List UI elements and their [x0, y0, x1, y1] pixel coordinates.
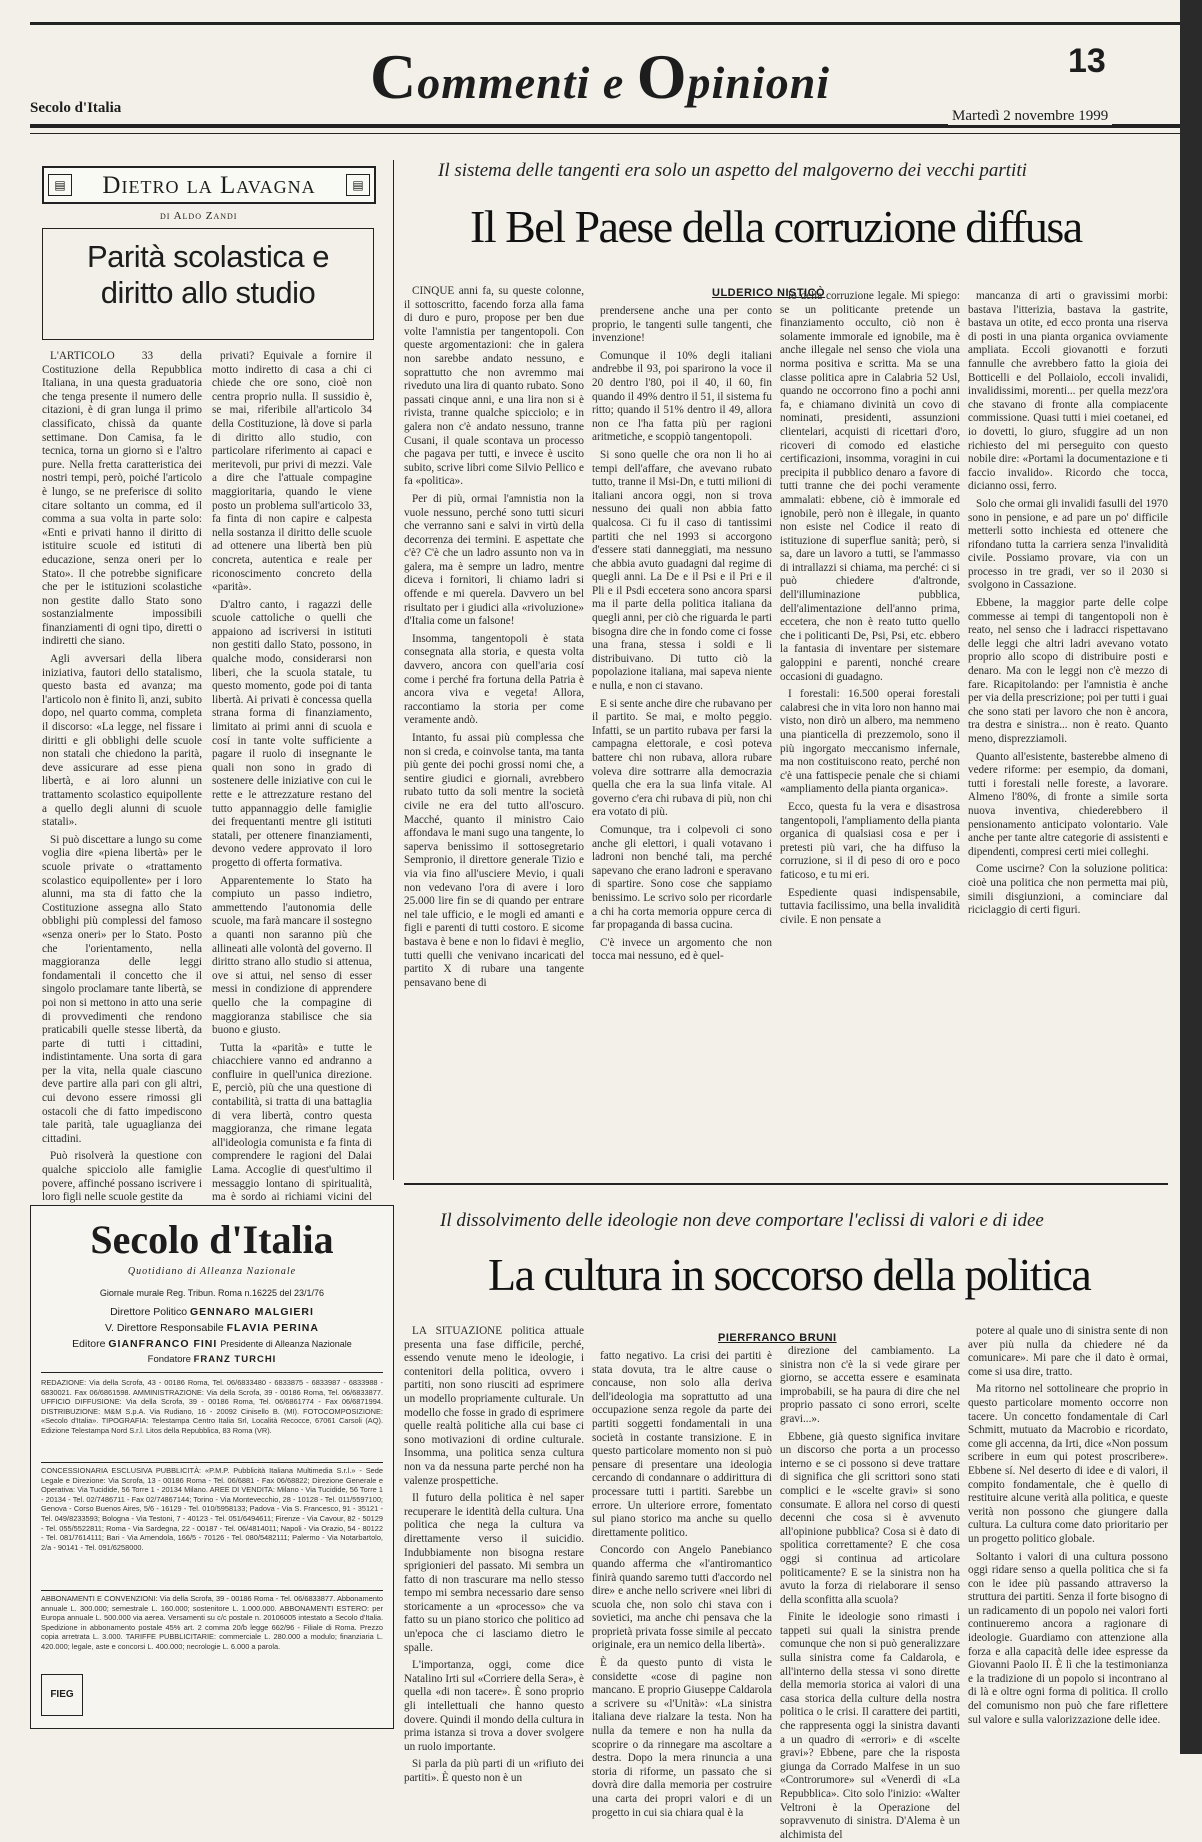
section-rest-2: pinioni	[687, 57, 831, 108]
masthead-subscriptions: ABBONAMENTI E CONVENZIONI: Via della Scrofa, 39 - 00186 Roma - Tel. 06/6833877. Abbonamento annuale L. 300.000; semestrale L. 160.000; sostenitore L. 1.000.000. ABBONAMENTI ESTERO: per Europa annuale L. 500.000 via aerea. Versamenti su c/c postale n. 20106005 intestato a Secolo d'Italia. Spedizione in abbonamento postale 45% art. 2 comma 20/b legge 662/96 - Filiale di Roma. Prezzo copia arretrata L. 3.000. TARIFFE PUBBLICITARIE: commerciale L. 280.000 a modulo; finanziaria L. 420.000; legale, aste e concorsi L. 400.000; necrologie L. 6.000 a parola.	[41, 1594, 383, 1651]
paragraph: L'ARTICOLO 33 della Costituzione della Repubblica Italiana, in una questa graduatoria che tenga presente il numero delle citazioni, è di gran lunga il primo classificato, chissà da quante settimane. Don Camisa, fa le tecnica, torna un giorno sì e l'altro pure. Nella fretta caratteristica dei nostri tempi, però, poiché l'articolo è lungo, se ne preferisce di solito citare soltanto un comma, ed il comma a sua volta in parte solo: «Enti e privati hanno il diritto di istituire scuole ed istituti di educazione, senza oneri per lo Stato». Il che potrebbe significare che per le istituzioni scolastiche non gestite dallo Stato sono sostanzialmente impossibili finanziamenti di ogni tipo, diretti o indiretti che siano.	[42, 350, 202, 648]
paragraph: È da questo punto di vista le considette «cose di pagine non mancano. E proprio Giuseppe Caldarola a scrivere su «l'Unità»: «La sinistra italiana deve rialzare la testa. Non ha nulla da temere e non ha nulla da scoprire o da rinnegare ma ascoltare a destra. Dopo la mera rinuncia a una storia di riforme, un passato che si dovrà dire dalla memoria per costruire una carta dei propri valori e di un progetto in cui sia chiara qual è la	[592, 1657, 772, 1819]
blackboard-icon: ▤	[48, 174, 72, 196]
paragraph: Si può discettare a lungo su come voglia dire «piena libertà» per le scuole private o «trattamento scolastico equipollente» per i loro alunni, ma sta di fatto che la Costituzione assegna allo Stato obblighi più complessi del famoso «senza oneri» per lo Stato. Posto che l'orientamento, nella maggioranza delle leggi fondamentali il concetto che il singolo proclamare tante libertà, se poi non si mettono in atto una serie di provvedimenti che rendono praticabili quelle stesse libertà, da parte di tutti i cittadini, indistintamente. Una sorta di gara per la vita, nella quale ciascuno deve partire alla pari con gli altri, cui devono essere rimossi gli ostacoli che di fatto impediscono tale parità, tale uguaglianza dei cittadini.	[42, 833, 202, 1145]
paragraph: Si parla da più parti di un «rifiuto dei partiti». È questo non è un	[404, 1758, 584, 1784]
founder-label: Fondatore	[147, 1354, 191, 1365]
rubric-headline: Parità scolastica e diritto allo studio	[86, 239, 330, 310]
masthead-editor	[31, 1338, 393, 1350]
masthead-director	[31, 1306, 393, 1318]
section-title	[370, 40, 830, 114]
paragraph: Comunque il 10% degli italiani andrebbe il 93, poi sparirono la voce il 20 dentro l'80, poi il 40, il 60, fin quando il 49% dentro il 51, il sistema fu ritto; quando il 51% dentro il 49, allora non ce l'ha fatta più per ragioni aritmetiche, e scoppiò tangentopoli.	[592, 349, 772, 444]
paragraph: privati? Equivale a fornire il motto indiretto di casa a chi ci chiede che ore sono, cioè non centra proprio nulla. Il sussidio è, se mai, riferibile all'articolo 34 della Costituzione, là dove si parla di diritto allo studio, con particolare riferimento ai capaci e meritevoli, pur privi di mezzi. Vale a dire che l'attuale compagine maggioritaria, quando le viene posto un problema sull'articolo 33, fa finta di non capire e calpesta nella sostanza il diritto delle scuole ad ottenere una libertà ben più concreta, autentica e reale per riconoscimento concreto della «parità».	[212, 350, 372, 594]
article2-headline: La cultura in soccorso della politica	[488, 1249, 1091, 1300]
rubric-column-1	[42, 350, 202, 1204]
article1-column-3	[780, 290, 960, 1175]
masthead-credits: REDAZIONE: Via della Scrofa, 43 - 00186 Roma, Tel. 06/6833480 - 6833875 - 6833987 - 6833988 - 6830021. Fax 06/6861598. AMMINISTRAZIONE: Via della Scrofa, 39 - 00186 Roma, Tel. 06/6833877. UFFICIO DIFFUSIONE: Via della Scrofa, 39 - 00186 Roma, Tel. 06/6861774 - Fax 06/6871994. DISTRIBUZIONE: M&M S.p.A. Via Rudiano, 16 - 20092 Cinisello B. (MI). FOTOCOMPOSIZIONE: «Secolo d'Italia». TIPOGRAFIA: Telestampa Centro Italia Srl, Località Recocce, 67061 Carsoli (AQ). Edizione Telestampa Nord S.r.l. Litos della Repubblica, 83 Roma (VR).	[41, 1378, 383, 1435]
paragraph: Come uscirne? Con la soluzione politica: cioè una politica che non permetta mai più, simili disgiunzioni, a cominciare dal riciclaggio di certi figuri.	[968, 863, 1168, 917]
article2-column-4	[968, 1325, 1168, 1733]
article2-kicker: Il dissolvimento delle ideologie non deve comportare l'eclissi di valori e di idee	[440, 1210, 1044, 1231]
paragraph: direzione del cambiamento. La sinistra non c'è la si vede girare per giorno, se accetta essere e esaminata improbabili, se ha paura di dire che nel proprio passato ci sono errori, scelte gravi...».	[780, 1345, 960, 1425]
rubric-title: Dietro la Lavagna	[102, 172, 316, 199]
paragraph: LA SITUAZIONE politica attuale presenta una fase difficile, perché, essendo venute meno le ideologie, i contenitori della politica, ovvero i partiti, non sono riusciti ad esprimere un modello propriamente culturale. Un modello che fosse in grado di esprimere quelle realtà politiche alla cui base ci sono motivazioni di ordine culturale. Insomma, una politica senza cultura non va da nessuna parte perché non ha valenze prospettiche.	[404, 1325, 584, 1487]
paragraph: Tutta la «parità» e tutte le chiacchiere vanno ed andranno a confluire in quell'unica direzione. E, perciò, più che una questione di contabilità, si tratta di una battaglia di vera libertà, contro questa maggioranza, che rimane legata all'ideologia comunista e fa finta di comprendere le ragioni del Dalai Lama. Accoglie di quest'ultimo il messaggio lontano di spiritualità, ma è sordo ai richiami vicini del	[212, 1041, 372, 1204]
director-label: Direttore Politico	[110, 1306, 188, 1318]
paragraph: CINQUE anni fa, su queste colonne, il sottoscritto, facendo forza alla fama di duro e puro, propose per ben due volte l'amnistia per tangentopoli. Con queste argomentazioni: che in galera non sarebbe andato nessuno, e soprattutto che non avremmo mai riveduto una lira di quanto rubato. Sono passati cinque anni, e una lira non si è rivista, tranne qualche spicciolo; e in galera non c'è andato nessuno, tranne Cusani, il quale scontava un processo che pagava per tutti, e invece è uscito subito, scrive libri come Silvio Pellico e fa «politica».	[404, 285, 584, 488]
fieg-logo: FIEG	[41, 1674, 83, 1716]
vice-label: V. Direttore Responsabile	[105, 1322, 224, 1334]
masthead-vice	[31, 1322, 393, 1334]
paragraph: L'importanza, oggi, come dice Natalino Irti sul «Corriere della Sera», è quella «di non tacere». È sono proprio gli intellettuali che hanno questo dovere. Quindi il mondo della cultura in prima istanza si trova a dover svolgere un ruolo importante.	[404, 1659, 584, 1753]
paragraph: Ecco, questa fu la vera e disastrosa tangentopoli, l'ampliamento della pianta organica di qualsiasi cosa e per i pretesti più vari, che ha diffuso la corruzione, si il di peso di oro e poco faticoso, e tu mi eri.	[780, 800, 960, 881]
paragraph: Si sono quelle che ora non li ho ai tempi dell'affare, che avevano rubato tutto, tranne il Msi-Dn, e tutti milioni di italiani ancora oggi, non si trova nessuno dei quali non abbia fatto qualcosa. Ci fu il caso di tantissimi partiti che nel 1993 si accorgono d'essere stati danneggiati, ma nessuno che abbia avuto guadagni dal regime di quegli anni. La De e il Psi e il Pri e il Pli e il Psdi eccetera sono ancora sparsi ma il parte della politica italiana da quegli anni, per ciò che riguarda le parti bisogna dire che in fondo come ci fosse una frana, stessa i soldi e li distribuivano. Di tutto ciò la popolazione italiana, mai sapeva niente e nulla, e non ci stavano.	[592, 448, 772, 693]
paragraph: Ma ritorno nel sottolineare che proprio in questo particolare momento occorre non tacere. Un concetto fondamentale di Carl Schmitt, mutuato da Macrobio e ricordato, come gli accenna, da Irti, dice «Non possum scribere in eum qui potest proscribere». Ebbene sí. Nel deserto di idee e di valori, il compito fondamentale, che è quello di restituire alcune verità alla politica, e queste verità non possono che giungere dalla cultura. La cultura come dato prioritario per un progetto politico globale.	[968, 1383, 1168, 1545]
top-rule	[30, 22, 1180, 25]
paragraph: Ebbene, la maggior parte delle colpe commesse ai tempi di tangentopoli non è reato, nel senso che i ladracci rispettavano delle leggi che altri ladri avevano votato proprio allo scopo di distribuire posti e denaro. Ma con le leggi non c'è mezzo di fare. Ricapitolando: per l'amnistia è anche per via della prescrizione; poi per tutti i guai che sono stati per lavoro che non è ancora, tra destra e sinistra... non è reato. Quanto meno, disprezziamoli.	[968, 597, 1168, 745]
paragraph: Può risolverà la questione con qualche spicciolo alle famiglie povere, affinché possano iscrivere i loro figli nelle scuole gestite da	[42, 1150, 202, 1204]
masthead-rule	[41, 1462, 383, 1463]
page-edge	[1180, 0, 1202, 1754]
paragraph: lo della corruzione legale. Mi spiego: se un politicante pretende un finanziamento occulto, ciò non è solamente immorale ed ignobile, ma è anche illegale nel senso che viola una norma positiva e scritta. Ma se una classe politica apre in Calabria 52 Usl, quando ne occorrono fino a pochi anni fa, e chiamano divinità un covo di nominati, presidenti, assunzioni clientelari, acquisti di ricettari d'oro, ricoveri di comodo ed elastiche certificazioni, insomma, voragini in cui precipita il pubblico denaro a favore di tutti tranne che dei pochi veramente ammalati: ebbene, ciò è immorale ed ignobile, però non è illegale, in quanto non esiste nel Codice il reato di istituzione di superflue sanità; però, si sa, dare un lavoro a tutti, se l'ammasso di intrallazzi si chiama, ma perché: ci si può chiedere d'altronde, dell'illuminazione pubblica, dell'alimentazione dell'anno prima, eccetera, che non è reato tutto quello che i politicanti De, Psi, Psi, etc. ebbero la fantasia di inventare per sistemare galoppini e parenti, nonché creare occasioni di guadagno.	[780, 290, 960, 683]
masthead-founder	[31, 1354, 393, 1365]
masthead-small: Secolo d'Italia	[30, 100, 122, 116]
masthead-box	[30, 1205, 394, 1729]
paragraph: Solo che ormai gli invalidi fasulli del 1970 sono in pensione, e ad pare un po' difficile metterli sotto inchiesta ed ottenere che rifondano tutta la carriera senza l'invalidità civile. Possiamo provare, via con un processo in tre gradi, ver so il 2030 si svolgono in Cassazione.	[968, 497, 1168, 592]
director-name: GENNARO MALGIERI	[190, 1306, 314, 1318]
masthead-rule	[41, 1590, 383, 1591]
paragraph: Ebbene, già questo significa invitare un discorso che porta a un processo interno e se ci possono si deve trattare di significa che gli scrittori sono stati complici e le «scelte gravi» si sono consumate. E allora nel corso di questi decenni che cosa si è avvenuto all'opinione pubblica? Cosa si è dato di spolitica correttamente? E che cosa oggi si continua ad articolare politicamente? E se la sinistra non ha avuto la forza di rielaborare il senso della sconfitta alla scuola?	[780, 1430, 960, 1606]
paragraph: Insomma, tangentopoli è stata consegnata alla storia, e questa volta davvero, ancora con quell'aria cosí come i perché fra fortuna della Patria è ancora viva e vegeta! Allora, raccontiamo la storia per come veramente andò.	[404, 632, 584, 727]
paragraph: Intanto, fu assai più complessa che non si creda, e coinvolse tanta, ma tanta più gente dei pochi grossi nomi che, a sentire giudici e giornali, avrebbero rubato tutto da soli mentre la società civile ne era del tutto all'oscuro. Macché, quanto il ministro Caio affondava le mani sugo una tangente, lo saperva benissimo il sottosegretario Sempronio, il direttore generale Tizio e via via fino all'usciere Mevio, i quali non vedevano l'ora di avere i loro 25.000 lire fin se di quando per entrare nel tale ufficio, e le mogli ed amanti e figli e parenti di tutti costoro. E sicome bastava è bene e non lo fidavi è meglio, tutti quelli che venivano incaricati del partito X di rubare una tangente pensavano bene di	[404, 732, 584, 989]
paragraph: mancanza di arti o gravissimi morbi: bastava l'itterizia, bastava la gastrite, bastava un otite, ed ecco pronta una riserva di posti in una pianta organica ovviamente ampliata. Eccoli giovanotti e forzuti fannulle che avrebbero fatto la gioia dei Botticelli e del Pollaiolo, eccoli invalidi, invalidissimi, morenti... per quella mezz'ora che stavano di fronte alla compiacente commissione. Quasi tutti i miei coetanei, ed io dovetti, lo giuro, sfuggire ad un non richiesto del mi perseguito con questo nobile dire: «Portami la documentazione e ti faccio invalido». Ricordo che tocca, dicianno ossi, ferro.	[968, 290, 1168, 493]
paragraph: Espediente quasi indispensabile, tuttavia facilissimo, una bella invalidità civile. E non pensate a	[780, 886, 960, 926]
masthead-rule	[41, 1372, 383, 1373]
founder-name: FRANZ TURCHI	[193, 1354, 277, 1365]
article1-column-2	[592, 305, 772, 1175]
article2-column-3	[780, 1345, 960, 1841]
article-separator	[404, 1183, 1168, 1185]
masthead-registration: Giornale murale Reg. Tribun. Roma n.16225 del 23/1/76	[99, 1288, 325, 1298]
paragraph: Apparentemente lo Stato ha compiuto un passo indietro, ammettendo l'autonomia delle scuole, ma farà mancare il sostegno a quanti non saranno più che allineati alle volontà del governo. Il diritto strano allo studio si attenua, ove si attui, nel senso di esser messi in condizione di apprendere quello che la compagine di maggioranza stabilisce che sia buono e giusto.	[212, 874, 372, 1037]
article1-headline: Il Bel Paese della corruzione diffusa	[470, 201, 1082, 252]
vice-name: FLAVIA PERINA	[226, 1322, 319, 1334]
column-divider	[393, 160, 394, 1180]
page-number: 13	[1068, 42, 1106, 80]
editor-role: Presidente di Alleanza Nazionale	[220, 1339, 352, 1349]
rubric-banner	[42, 166, 376, 204]
paragraph: Finite le ideologie sono rimasti i tappeti sui quali la sinistra prende comunque che non si può generalizzare sulla sinistra come fa Caldarola, e all'interno della stessa vi sono dirette della memoria storica ai valori di una casa storica della culture della nostra politica o le crisi. Il carattere dei partiti, che rappresenta oggi la sinistra davanti a un quadro di «errori» e di «scelte gravi»? Ebbene, pare che la risposta giunga da Corrado Malfese in un suo «Controrumore» sul «Venerdì di «La Repubblica». Cito solo l'inizio: «Walter Veltroni è la Operazione del sopravvenuto di sinistra. D'Alema è un alchimista del	[780, 1611, 960, 1841]
paragraph: E si sente anche dire che rubavano per il partito. Se mai, e molto peggio. Infatti, se un partito rubava per farsi la campagna elettorale, e così poteva battere chi non rubava, allora rubare voleva dire sottrarre alla democrazia quella che era la sua linfa vitale. Al governo c'era chi rubava di più, non chi era votato di più.	[592, 697, 772, 819]
paragraph: fatto negativo. La crisi dei partiti è stata dovuta, tra le altre cause o concause, non solo alla deriva dell'ideologia ma soprattutto ad una occupazione senza regole da parte dei partiti soggetti fondamentali in una società in costante transizione. E in questo particolare momento non si può pensare di presentare una ideologia cercando di condannare o addirittura di processare tutti i partiti. Sarebbe un errore. Un ulteriore errore, fomentato sul piano storico ma anche su quello direttamente politico.	[592, 1350, 772, 1539]
article2-author: PIERFRANCO BRUNI	[718, 1332, 837, 1344]
paragraph: potere al quale uno di sinistra sente di non aver più nulla da chiedere né da comunicare». Mi pare che il dato è ormai, come si usa dire, tratto.	[968, 1325, 1168, 1378]
paragraph: C'è invece un argomento che non tocca mai nessuno, ed è quel-	[592, 936, 772, 963]
rubric-byline: di Aldo Zandi	[160, 210, 238, 222]
paragraph: Per di più, ormai l'amnistia non la vuole nessuno, perché sono tutti sicuri che verranno sani e salvi in virtù della decorrenza dei termini. E aspettate che c'è? C'è che un ladro assunto non va in galera, ma è sempre un ladro, mentre diceva i fornitori, li chiamo ladri si offende e mi querela. Davvero un bel risultato per i giudici alla «rivoluzione» d'Italia come un falsone!	[404, 492, 584, 628]
masthead-subtitle: Quotidiano di Alleanza Nazionale	[127, 1266, 297, 1277]
paragraph: Quanto all'esistente, basterebbe almeno di vedere riforme: per esempio, da domani, tutti i forestali nelle foreste, a lavorare. Almeno l'80%, di fronte a simile sorta nuova inventiva, chiederebbero il pensionamento anticipato volontario. Vale anche per tante altre categorie di assistenti e dipendenti, compresi certi miei colleghi.	[968, 750, 1168, 858]
masthead-subscriptions-cont	[89, 1676, 383, 1720]
editor-label: Editore	[72, 1338, 106, 1350]
section-rest-1: ommenti e	[417, 57, 637, 108]
section-cap-1: C	[370, 41, 418, 112]
paragraph: Concordo con Angelo Panebianco quando afferma che «l'antiromantico finirà quando saremo tutti d'accordo nel dire» e anche nello scrivere «nei libri di scuola che, non solo chi stava con i sovietici, ma anche chi pensava che la proprietà privata fosse simile al peccato originale, era un nemico della libertà».	[592, 1544, 772, 1652]
rubric-column-2	[212, 350, 372, 1204]
paragraph: Agli avversari della libera iniziativa, fautori dello statalismo, questo basta ed avanza; ma l'articolo non è finito lì, anzi, subito dopo, nel quarto comma, completa il discorso: «La legge, nel fissare i diritti e gli obblighi delle scuole non statali che chiedono la parità, deve assicurare ad esse piena libertà, e ai loro alunni un trattamento scolastico equipollente a quello degli alunni di scuole statali».	[42, 653, 202, 829]
paragraph: Soltanto i valori di una cultura possono oggi ridare senso a quella politica che si fa con le idee più passando attraverso la struttura dei partiti. Senza il forte bisogno di un radicamento di un popolo nei valori forti continueremo ancora a ragionare di ideologie. Guardiamo con attenzione alla forza e alla capacità delle idee espresse da Giovanni Paolo II. È lì che la testimonianza e la tradizione di un popolo si incontrano al di là e oltre ogni forma di politica. Il crollo del comunismo non può che fare riflettere sul valore e sulla valorizzazione delle idee.	[968, 1550, 1168, 1726]
article1-column-4	[968, 290, 1168, 1175]
masthead-advertising: CONCESSIONARIA ESCLUSIVA PUBBLICITÀ: «P.M.P. Pubblicità Italiana Multimedia S.r.l.» - Sede Legale e Direzione: Via Scrofa, 13 - 00186 Roma - Tel. 06/6881 - Fax 06/68822; Direzione Generale e Operativa: Via Tucidide, 56 Torre 1 - 20134 Milano. AREE DI VENDITA: Milano - Via Tucidide, 56 Torre 1 - 20134 - Tel. 02/7486711 - Fax 02/74867144; Torino - Via Montevecchio, 28 - 10128 - Tel. 011/5597100; Genova - Corso Buenos Aires, 5/6 - 16129 - Tel. 010/5958133; Padova - Via S. Francesco, 91 - 35121 - Tel. 049/8233593; Bologna - Via Testoni, 7 - 40123 - Tel. 051/6494611; Firenze - Via Cavour, 82 - 50129 - Tel. 055/5522811; Roma - Via Sardegna, 22 - 00187 - Tel. 06/4814011; Napoli - Via Orazio, 54 - 80122 - Tel. 081/7614111; Bari - Via Amendola, 166/5 - 70126 - Tel. 080/5482111; Palermo - Via Notarbartolo, 2/a - 90141 - Tel. 091/6258000.	[41, 1466, 383, 1552]
blackboard-icon: ▤	[346, 174, 370, 196]
editor-name: GIANFRANCO FINI	[108, 1338, 218, 1350]
paragraph: Il futuro della politica è nel saper recuperare le identità della cultura. Una politica che nega la cultura va direttamente verso il suicidio. Indubbiamente non bisogna restare sprigionieri del passato. Mi sembra un fatto di non trascurare ma nello stesso tempo mi sembra necessario dare senso storicamente a un «processo» che va fatto su un piano storico che politico ad un'epoca che ci lasciamo dietro le spalle.	[404, 1492, 584, 1654]
article2-column-1	[404, 1325, 584, 1784]
section-cap-2: O	[636, 41, 688, 112]
paragraph: prendersene anche una per conto proprio, le tangenti sulle tangenti, che invenzione!	[592, 305, 772, 345]
header-rule-thin	[30, 133, 1180, 134]
paragraph: D'altro canto, i ragazzi delle scuole cattoliche o quelli che appaiono ad iscriversi in istituti non gestiti dallo Stato, possono, in qualche modo, considerarsi non liberi, che la scuola statale, tu questo momento, gode poi di tanta libertà. Ai privati è concessa quella strana forma di finanziamento, limitato ai primi anni di scuola e cosí in tante volte sufficiente a pagare il ruolo di insegnante le quali non sono in grado di sostenere delle iniziative con cui le rette e le attrezzature restano del tutto appannaggio delle famiglie dei frequentanti mentre gli istituti statali, per ottenere finanziamenti, devono vedere approvato il loro progetto di offerta formativa.	[212, 598, 372, 869]
paragraph: I forestali: 16.500 operai forestali calabresi che in vita loro non hanno mai visto, non dirò un albero, ma nemmeno una pianticella di prezzemolo, sono il più ingorgato meccanismo infernale, ma non costituiscono reato, perché non c'è una fattispecie penale che si chiami «ampliamento della pianta organica».	[780, 688, 960, 796]
paragraph: Comunque, tra i colpevoli ci sono anche gli elettori, i quali votavano i ladroni non benché tali, ma perché sapevano che erano ladroni e speravano di spartire. Sono cose che sappiamo benissimo. Le scrivo solo per ricordarle a chi ha corta memoria oppure cerca di far propaganda di bassa cucina.	[592, 823, 772, 932]
article2-column-2	[592, 1350, 772, 1819]
masthead-title: Secolo d'Italia	[90, 1217, 334, 1262]
dateline: Martedì 2 novembre 1999	[948, 108, 1112, 125]
article1-kicker: Il sistema delle tangenti era solo un aspetto del malgoverno dei vecchi partiti	[438, 160, 1027, 181]
article1-column-1	[404, 285, 584, 1175]
rubric-headline-box	[42, 228, 374, 340]
article1-author: ULDERICO NISTICÒ	[712, 287, 826, 299]
